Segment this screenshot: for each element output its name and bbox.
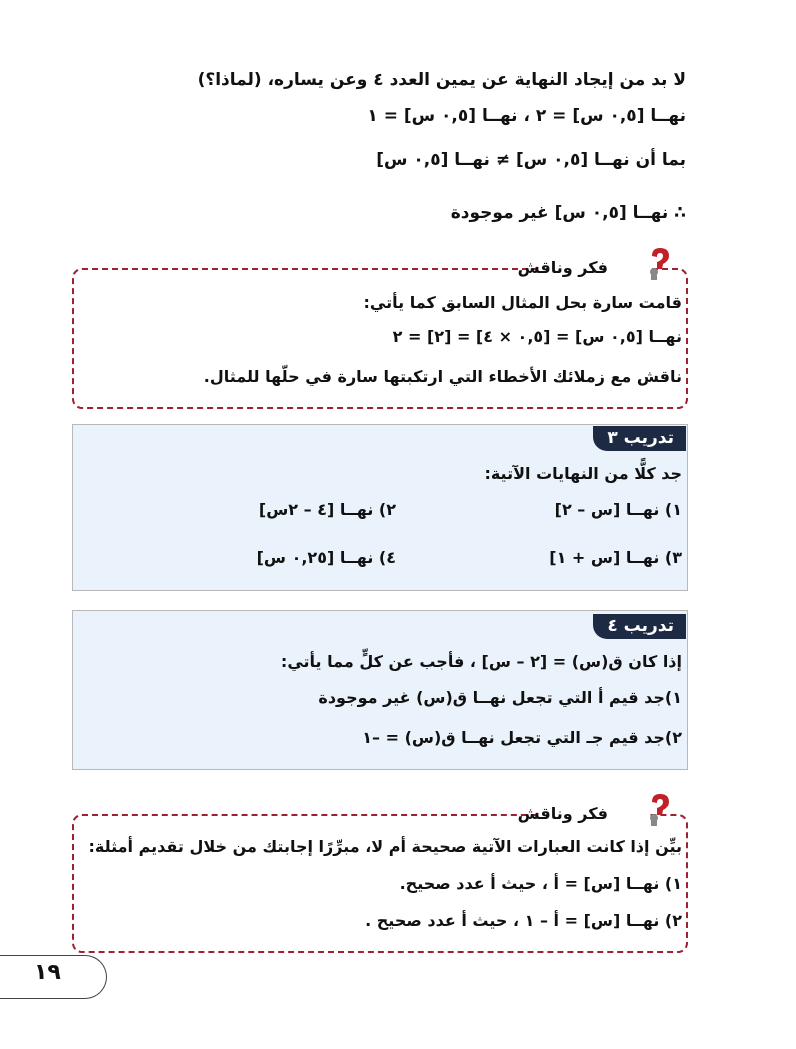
think1-line-2: نهــا [٠,٥ س] = [٠,٥ × ٤] = [٢] = ٢ (392, 327, 682, 346)
think1-line-3: ناقش مع زملائك الأخطاء التي ارتكبتها سارة في حلّها للمثال. (203, 367, 682, 386)
train3-item-3: ٣) نهــا [س + ١] (549, 548, 682, 567)
training-tab-4: تدريب ٤ (593, 614, 686, 639)
page-number: ١٩ (34, 960, 61, 985)
question-mark-icon (642, 792, 676, 826)
think2-line-3: ٢) نهــا [س] = أ – ١ ، حيث أ عدد صحيح . (365, 911, 682, 930)
intro-line-4: ∴ نهــا [٠,٥ س] غير موجودة (450, 203, 686, 223)
intro-line-2: نهــا [٠,٥ س] = ٢ ، نهــا [٠,٥ س] = ١ (367, 106, 686, 126)
intro-line-1: لا بد من إيجاد النهاية عن يمين العدد ٤ وعن يساره، (لماذا؟) (197, 70, 686, 90)
intro-line-3: بما أن نهــا [٠,٥ س] ≠ نهــا [٠,٥ س] (376, 150, 686, 170)
train4-item-2: ٢)جد قيم جـ التي تجعل نهــا ق(س) = –١ (362, 728, 682, 747)
train4-intro: إذا كان ق(س) = [٢ – س] ، فأجب عن كلٍّ مما يأتي: (280, 652, 682, 671)
training-tab-3: تدريب ٣ (593, 426, 686, 451)
train3-intro: جد كلًّا من النهايات الآتية: (484, 464, 682, 483)
think2-line-1: بيِّن إذا كانت العبارات الآتية صحيحة أم لا، مبرِّرًا إجابتك من خلال تقديم أمثلة: (88, 837, 682, 856)
think2-line-2: ١) نهــا [س] = أ ، حيث أ عدد صحيح. (399, 874, 682, 893)
think-discuss-title-2: فكر وناقش (517, 804, 608, 823)
train4-item-1: ١)جد قيم أ التي تجعل نهــا ق(س) غير موجودة (318, 688, 682, 707)
think1-line-1: قامت سارة بحل المثال السابق كما يأتي: (363, 293, 682, 312)
think-discuss-title-1: فكر وناقش (517, 258, 608, 277)
train3-item-2: ٢) نهــا [٤ – ٢س] (258, 500, 396, 519)
question-mark-icon (642, 246, 676, 280)
train3-item-4: ٤) نهــا [٠,٢٥ س] (256, 548, 396, 567)
train3-item-1: ١) نهــا [س – ٢] (554, 500, 682, 519)
